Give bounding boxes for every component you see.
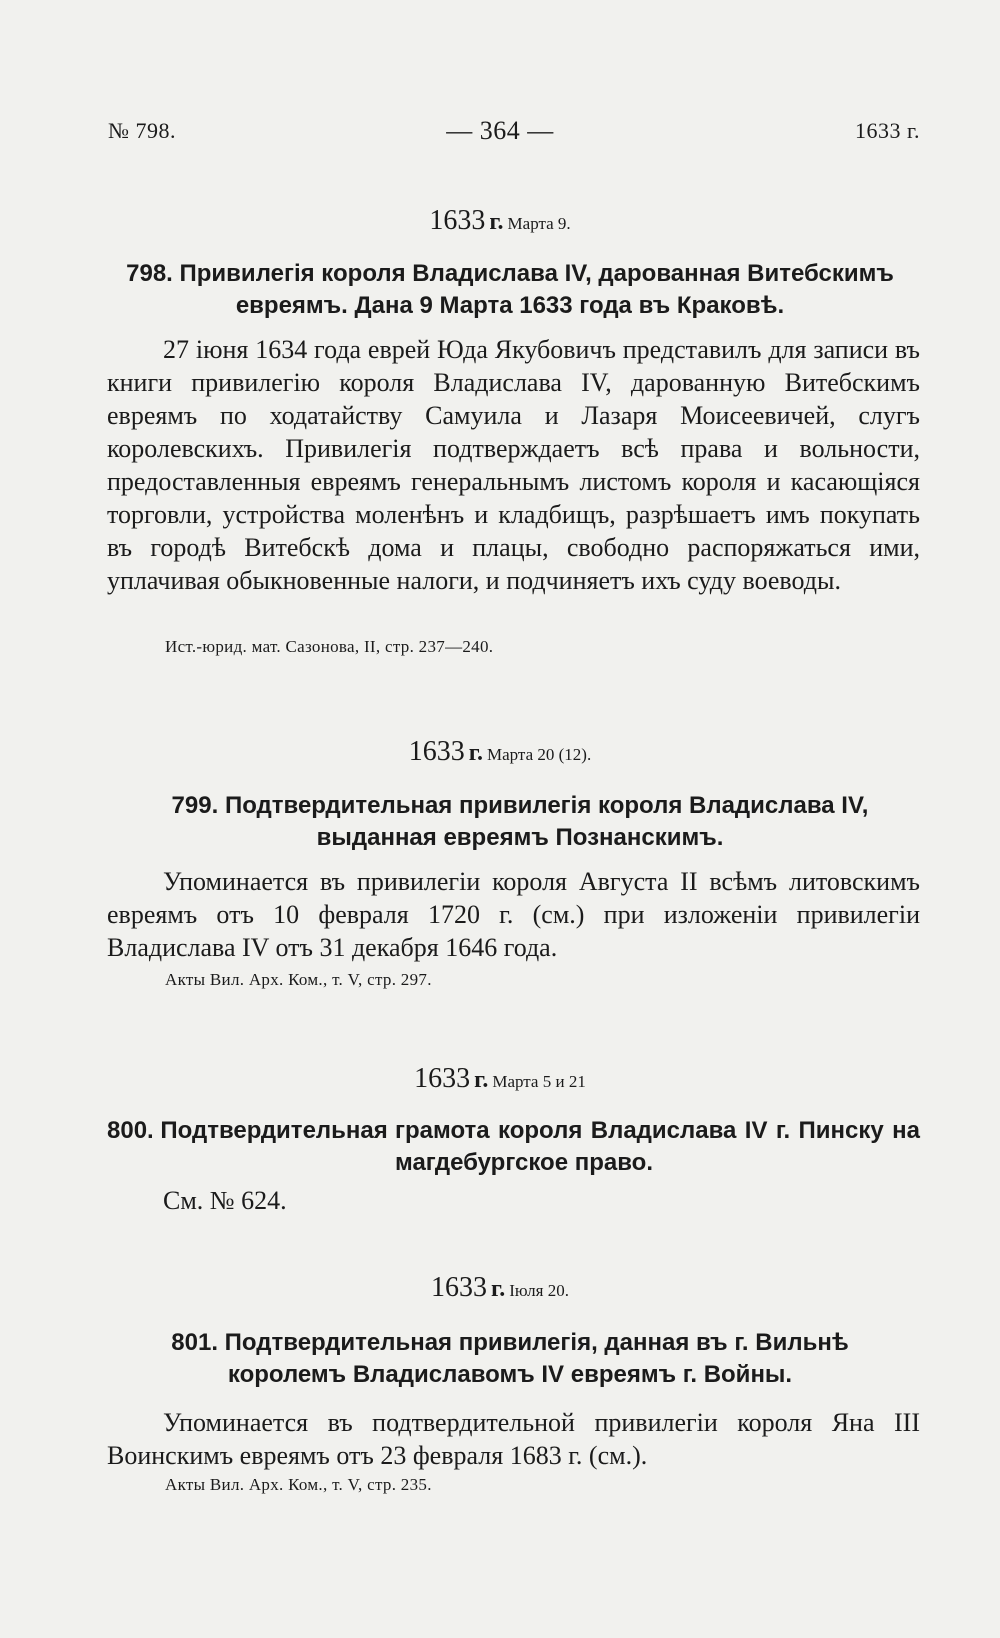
- entry-799-source: Акты Вил. Арх. Ком., т. V, стр. 297.: [165, 970, 432, 989]
- entry-798-title: 798. Привилегія короля Владислава IV, дарованная Витебскимъ евреямъ. Дана 9 Марта 1633 года въ Краковѣ.: [126, 260, 894, 319]
- entry-800-title-lead: 800. Подтвердительная: [107, 1117, 388, 1144]
- entry-801-date: 1633 г. Іюля 20.: [431, 1272, 569, 1303]
- entry-801-body: Упоминается въ подтвердительной привилегіи короля Яна III Воинскимъ евреямъ отъ 23 февраля 1683 г. (см.).: [107, 1408, 920, 1470]
- entry-798-date: 1633 г. Марта 9.: [429, 205, 571, 236]
- header-year: 1633 г.: [854, 118, 920, 143]
- entry-800-date: 1633 г. Марта 5 и 21: [414, 1063, 586, 1094]
- entry-798-source: Ист.-юрид. мат. Сазонова, II, стр. 237—240.: [165, 637, 494, 656]
- entry-799-title: 799. Подтвердительная привилегія короля Владислава IV, выданная евреямъ Познанскимъ.: [171, 792, 869, 851]
- entry-801-title: 801. Подтвердительная привилегія, данная въ г. Вильнѣ королемъ Владиславомъ IV евреямъ г. Войны.: [171, 1329, 849, 1388]
- header-document-number: № 798.: [108, 118, 176, 143]
- entry-800-title-rest: грамота короля Владислава IV г. Пинску на магдебургское право.: [395, 1117, 920, 1176]
- header-page-number: — 364 —: [446, 116, 554, 145]
- entry-800-cross-reference: См. № 624.: [163, 1186, 287, 1215]
- entry-801-source: Акты Вил. Арх. Ком., т. V, стр. 235.: [165, 1475, 432, 1494]
- entry-798-body: 27 іюня 1634 года еврей Юда Якубовичъ представилъ для записи въ книги привилегію короля Владислава IV, дарованную Витебскимъ евреямъ по ходатайству Самуила и Лазаря Моисеевичей, слугъ королевскихъ. Привилегія подтверждаетъ всѣ права и вольности, предоставленныя евреямъ генеральнымъ листомъ короля и касающіяся торговли, устройства моленѣнъ и кладбищъ, разрѣшаетъ имъ покупать въ городѣ Витебскѣ дома и плацы, свободно распоряжаться ими, уплачивая обыкновенные налоги, и подчиняетъ ихъ суду воеводы.: [107, 335, 920, 595]
- entry-799-body: Упоминается въ привилегіи короля Августа II всѣмъ литовскимъ евреямъ отъ 10 февраля 1720 г. (см.) при изложеніи привилегіи Владислава IV отъ 31 декабря 1646 года.: [107, 867, 920, 962]
- entry-799-date: 1633 г. Марта 20 (12).: [408, 736, 592, 767]
